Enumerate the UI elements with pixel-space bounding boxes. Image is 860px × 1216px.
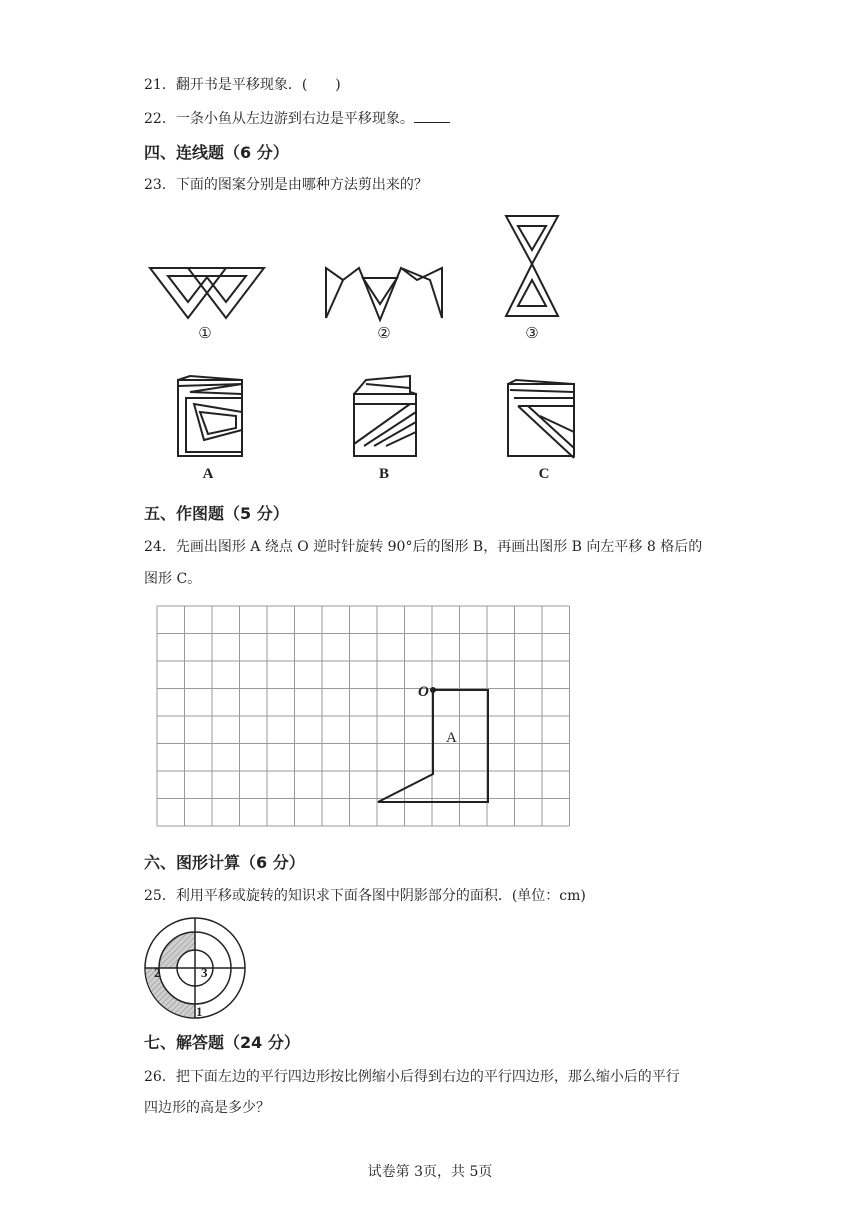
- figure-25: [140, 914, 250, 1020]
- figure-24-grid[interactable]: [150, 600, 580, 836]
- answer-blank[interactable]: [414, 110, 450, 123]
- pattern-3-label: ③: [525, 326, 539, 342]
- fold-c-label: C: [538, 466, 550, 482]
- pattern-2-label: ②: [377, 326, 391, 342]
- fold-a: [178, 376, 242, 456]
- section-4-heading: 四、连线题（6 分）: [144, 143, 289, 162]
- fold-a-label: A: [202, 466, 214, 482]
- pattern-3: [506, 216, 558, 316]
- page-footer: 试卷第 3页，共 5页: [367, 1164, 493, 1180]
- shape-a: [378, 690, 488, 802]
- section-6-heading: 六、图形计算（6 分）: [144, 853, 305, 872]
- question-21: 21．翻开书是平移现象．( ): [144, 77, 341, 93]
- fold-c: [508, 380, 574, 458]
- shape-a-label: A: [446, 730, 457, 746]
- fold-b: [354, 376, 416, 456]
- label-3: 3: [201, 965, 208, 980]
- pattern-1: [150, 268, 264, 318]
- question-24-line-1: 24．先画出图形 A 绕点 O 逆时针旋转 90°后的图形 B，再画出图形 B 向左平移 8 格后的: [144, 539, 703, 555]
- pattern-1-label: ①: [198, 326, 212, 342]
- question-22-text: 22．一条小鱼从左边游到右边是平移现象。: [144, 111, 414, 127]
- question-23: 23．下面的图案分别是由哪种方法剪出来的？: [144, 177, 428, 193]
- point-o: [430, 687, 436, 693]
- pattern-2: [326, 268, 442, 320]
- question-24-line-2: 图形 C。: [144, 571, 202, 587]
- question-25: 25．利用平移或旋转的知识求下面各图中阴影部分的面积．(单位：cm): [144, 888, 586, 904]
- label-2: 2: [154, 965, 161, 980]
- fold-b-label: B: [378, 466, 390, 482]
- section-5-heading: 五、作图题（5 分）: [144, 504, 289, 523]
- question-26-line-1: 26．把下面左边的平行四边形按比例缩小后得到右边的平行四边形，那么缩小后的平行: [144, 1069, 680, 1085]
- label-1: 1: [196, 1004, 203, 1019]
- question-22: [144, 108, 450, 128]
- figure-23: [0, 210, 860, 490]
- section-7-heading: 七、解答题（24 分）: [144, 1033, 300, 1052]
- question-26-line-2: 四边形的高是多少？: [144, 1100, 270, 1116]
- point-o-label: O: [418, 684, 429, 700]
